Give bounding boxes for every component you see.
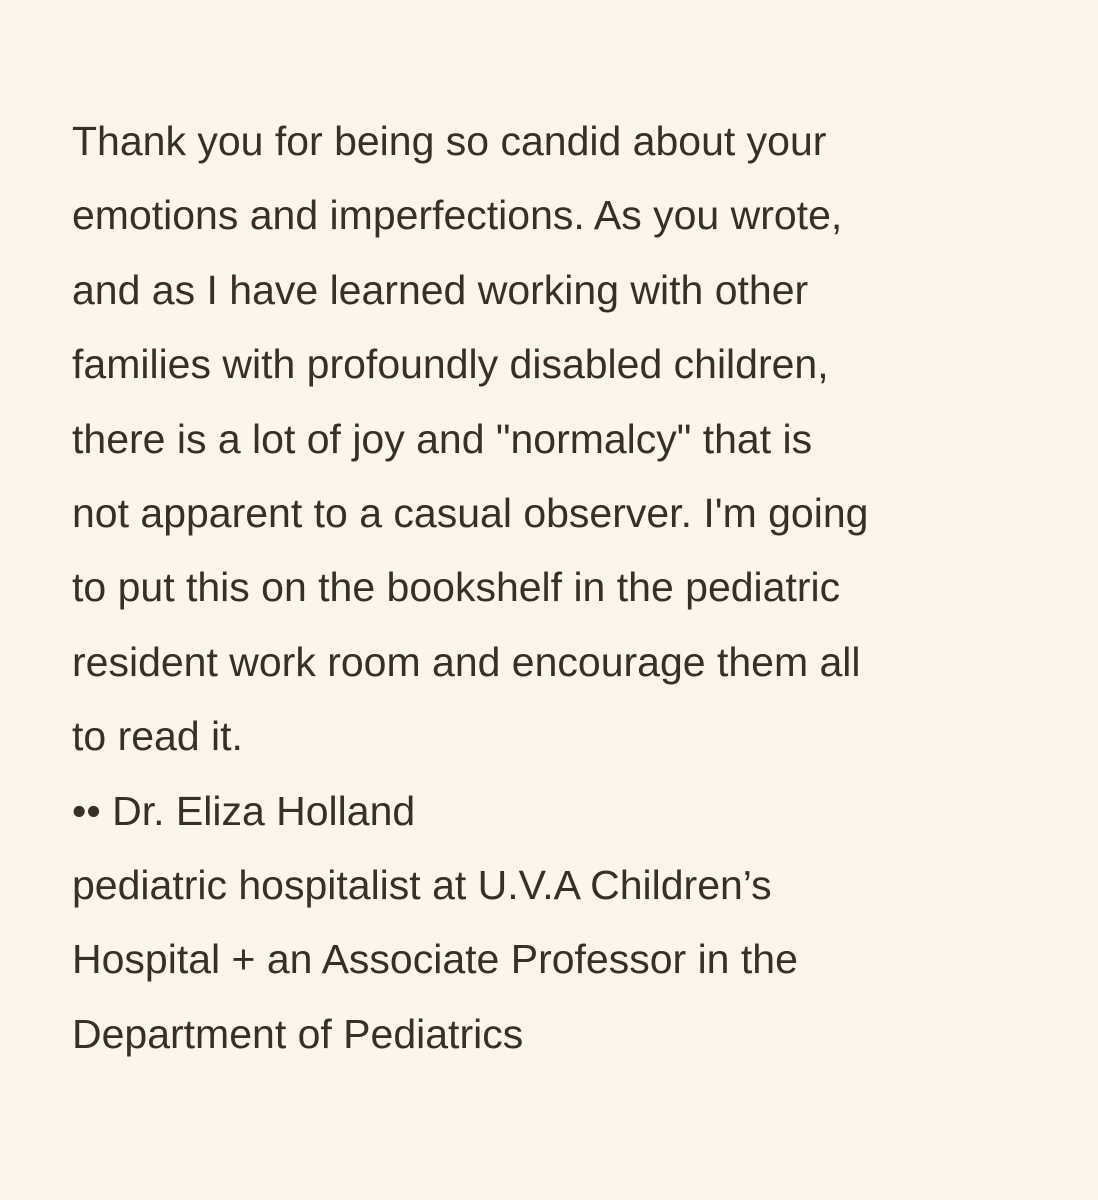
quote-line: not apparent to a casual observer. I'm going <box>72 490 869 537</box>
quote-line: there is a lot of joy and "normalcy" that is <box>72 415 813 462</box>
author-title-line: pediatric hospitalist at U.V.A Children’s <box>72 862 772 909</box>
author-name: •• Dr. Eliza Holland <box>72 787 416 834</box>
attribution <box>72 774 1062 1072</box>
quote-line: families with profoundly disabled children, <box>72 341 829 388</box>
quote-line: to read it. <box>72 713 243 760</box>
author-title-line: Hospital + an Associate Professor in the <box>72 936 798 983</box>
quote-line: emotions and imperfections. As you wrote, <box>72 192 843 239</box>
quote-line: resident work room and encourage them all <box>72 638 861 685</box>
author-title-line: Department of Pediatrics <box>72 1010 524 1057</box>
quote-line: to put this on the bookshelf in the pediatric <box>72 564 841 611</box>
testimonial-note <box>72 104 1062 1071</box>
quote-line: Thank you for being so candid about your <box>72 118 827 164</box>
quote-line: and as I have learned working with other <box>72 266 809 313</box>
quote-text <box>72 104 1062 774</box>
